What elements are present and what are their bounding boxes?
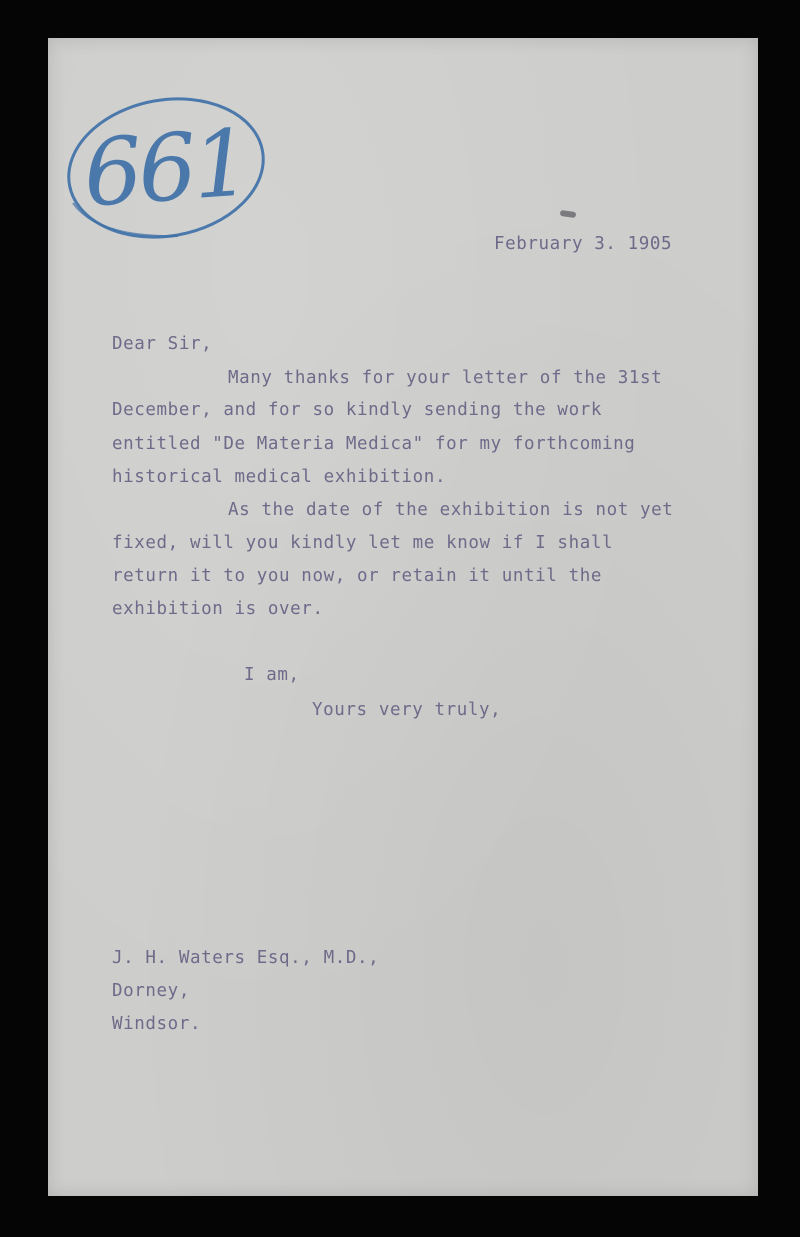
body-line-1: Many thanks for your letter of the 31st <box>228 368 663 388</box>
folio-annotation <box>58 88 273 248</box>
folio-number: 661 <box>80 108 251 228</box>
address-line-1: J. H. Waters Esq., M.D., <box>112 948 380 968</box>
body-line-3: entitled "De Materia Medica" for my forthcoming <box>112 434 636 454</box>
closing-i-am: I am, <box>244 665 300 685</box>
body-line-7: return it to you now, or retain it until the <box>112 566 602 586</box>
address-line-2: Dorney, <box>112 981 190 1001</box>
closing-yours: Yours very truly, <box>312 700 502 720</box>
body-line-6: fixed, will you kindly let me know if I shall <box>112 533 614 553</box>
body-line-2: December, and for so kindly sending the work <box>112 400 602 420</box>
address-line-3: Windsor. <box>112 1014 202 1034</box>
letter-date: February 3. 1905 <box>494 234 673 254</box>
salutation: Dear Sir, <box>112 334 213 354</box>
body-line-8: exhibition is over. <box>112 599 324 619</box>
body-line-4: historical medical exhibition. <box>112 467 447 487</box>
body-line-5: As the date of the exhibition is not yet <box>228 500 674 520</box>
